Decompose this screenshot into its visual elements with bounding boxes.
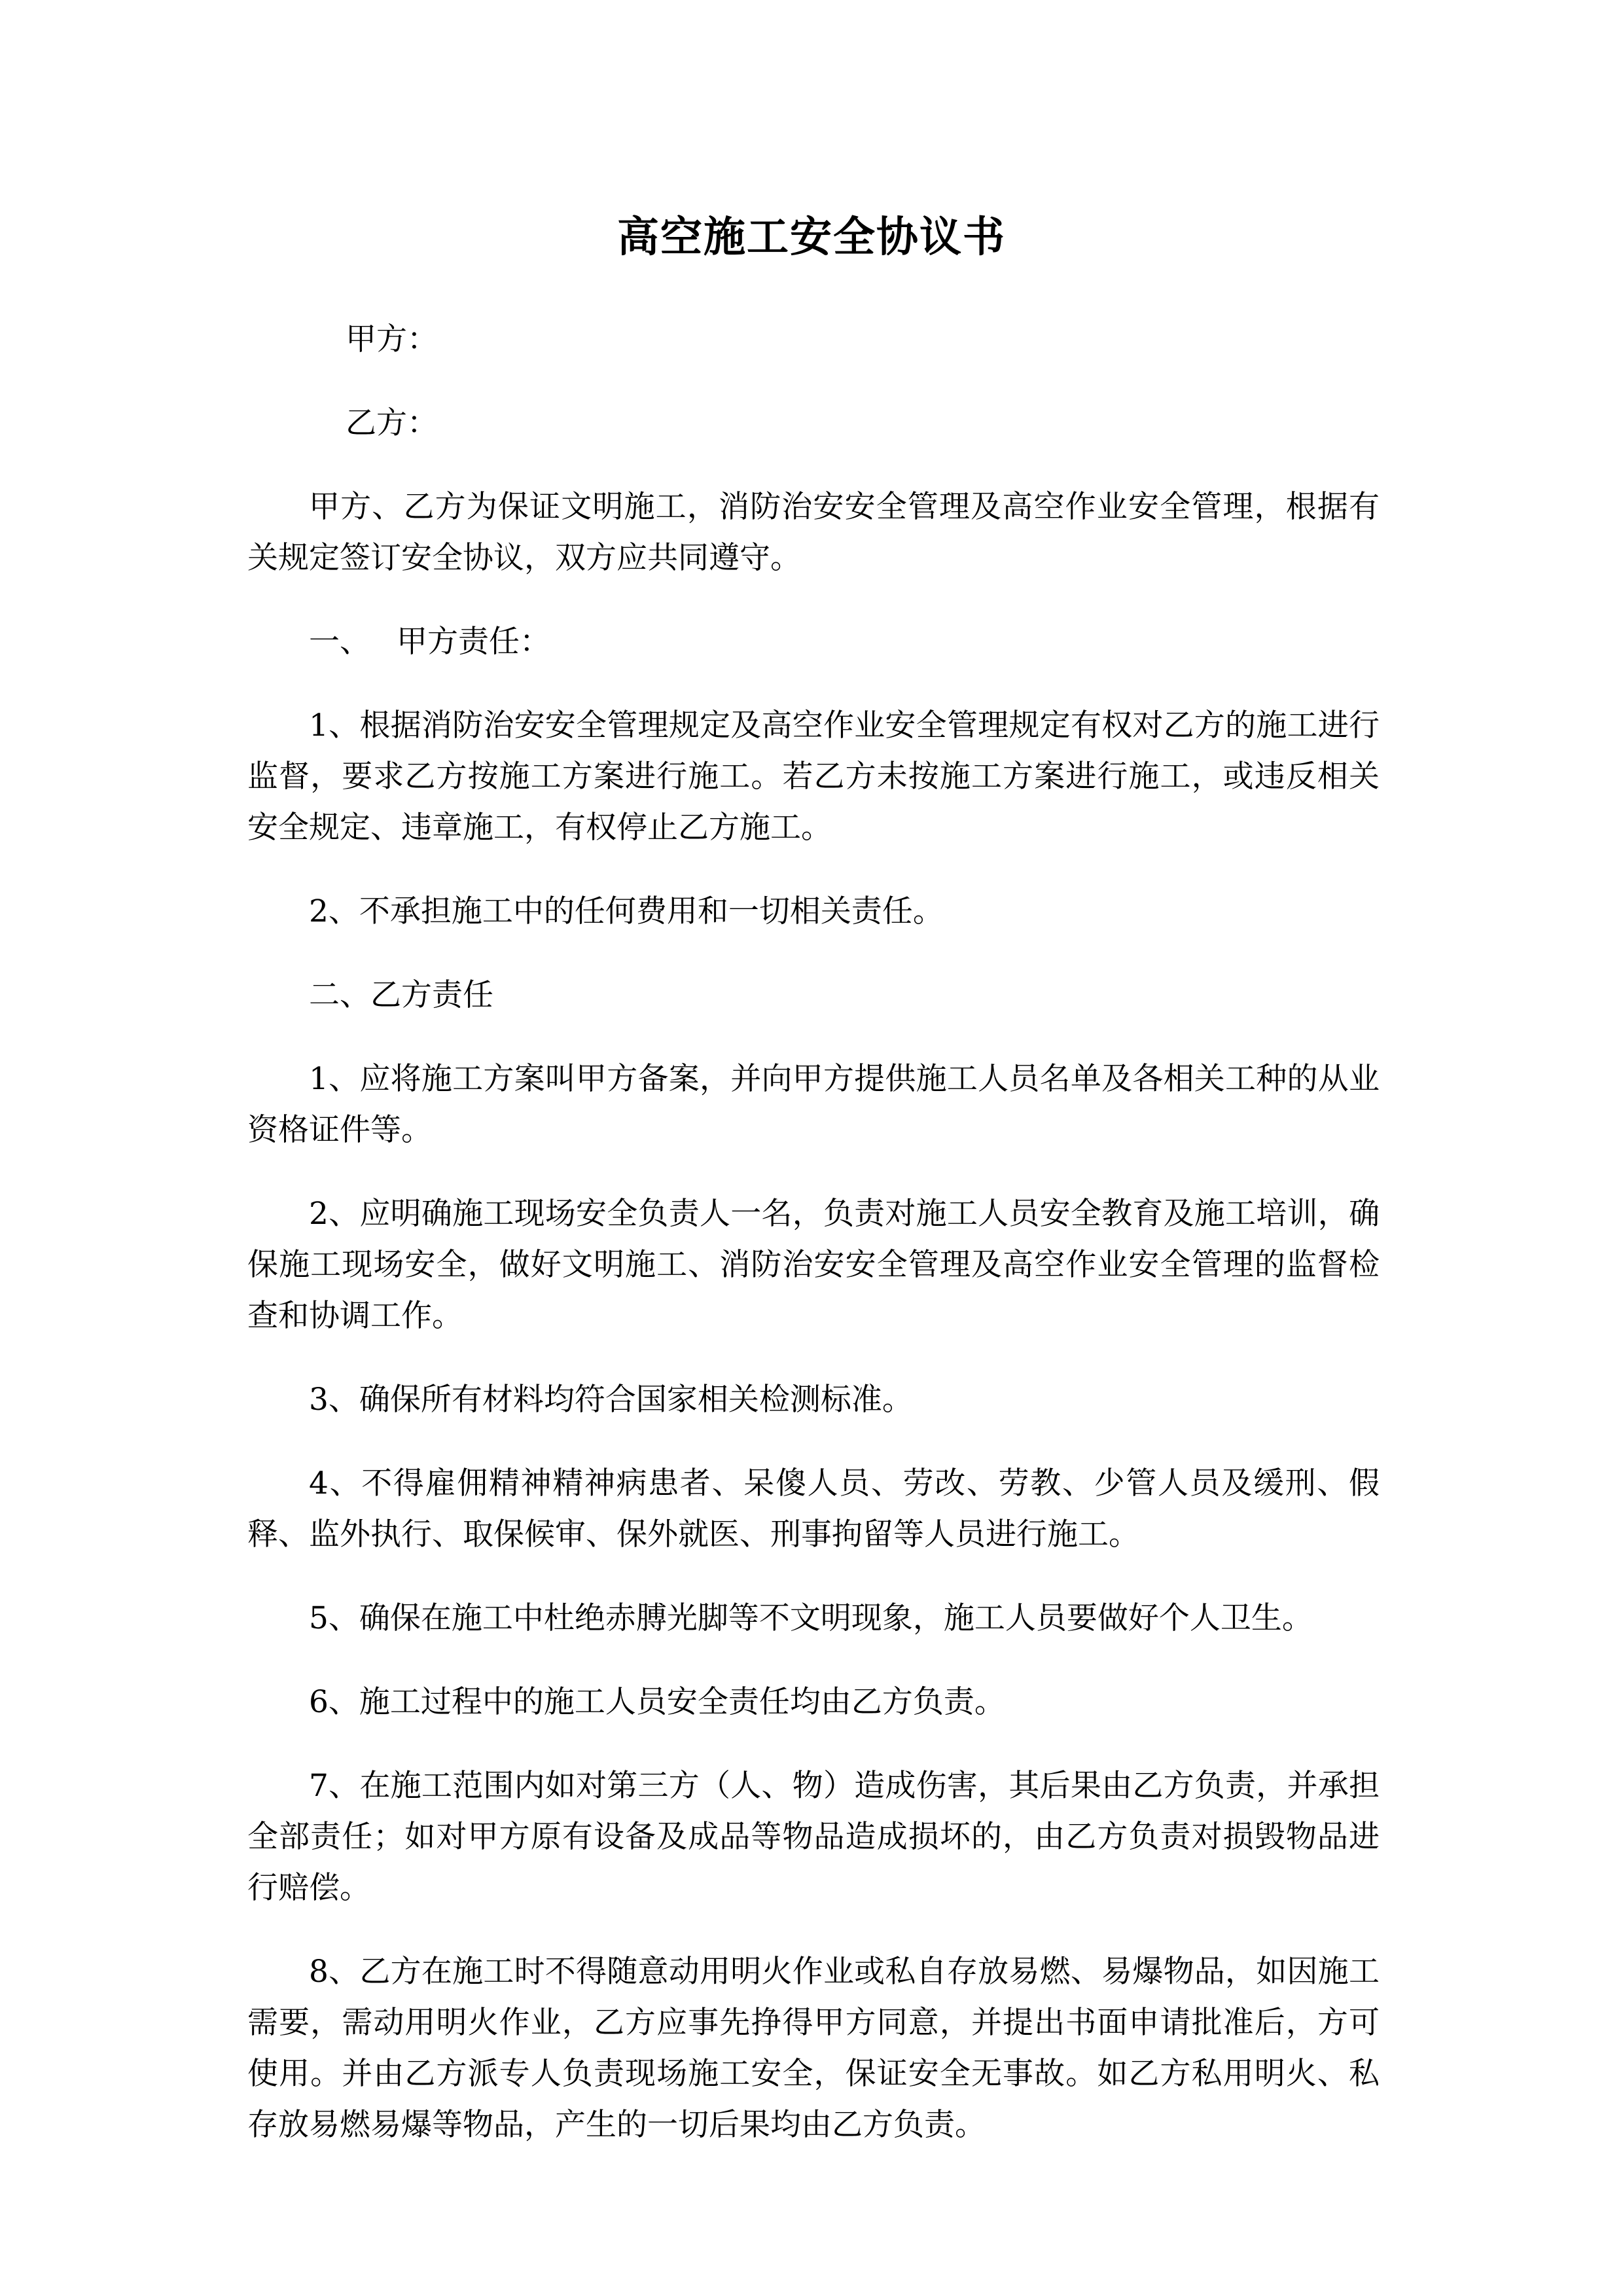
section-2-item-6: 6、施工过程中的施工人员安全责任均由乙方负责。 <box>309 1684 1005 1720</box>
section-1-title: 甲方责任： <box>397 624 550 660</box>
document-body <box>247 314 1380 2183</box>
document-title: 高空施工安全协议书 <box>617 213 1006 262</box>
section-1-heading <box>247 617 1380 668</box>
section-2-item-8: 8、乙方在施工时不得随意动用明火作业或私自存放易燃、易爆物品，如因施工需要，需动用明火作业，乙方应事先挣得甲方同意，并提出书面申请批准后，方可使用。并由乙方派专人负责现场施工安全，保证安全无事故。如乙方私用明火、私存放易燃易爆等物品，产生的一切后果均由乙方负责。 <box>247 1954 1380 2143</box>
section-1-item-1: 1、根据消防治安安全管理规定及高空作业安全管理规定有权对乙方的施工进行监督，要求乙方按施工方案进行施工。若乙方未按施工方案进行施工，或违反相关安全规定、违章施工，有权停止乙方施工。 <box>247 708 1380 846</box>
section-2-item-7: 7、在施工范围内如对第三方（人、物）造成伤害，其后果由乙方负责，并承担全部责任；如对甲方原有设备及成品等物品造成损坏的，由乙方负责对损毁物品进行赔偿。 <box>247 1768 1380 1906</box>
section-2-item-3: 3、确保所有材料均符合国家相关检测标准。 <box>309 1382 913 1418</box>
section-1-number: 一、 <box>309 624 370 660</box>
section-2-item-1: 1、应将施工方案叫甲方备案，并向甲方提供施工人员名单及各相关工种的从业资格证件等。 <box>247 1061 1380 1148</box>
section-1-item-2: 2、不承担施工中的任何费用和一切相关责任。 <box>309 893 944 929</box>
section-2-item-2: 2、应明确施工现场安全负责人一名，负责对施工人员安全教育及施工培训，确保施工现场安全，做好文明施工、消防治安安全管理及高空作业安全管理的监督检查和协调工作。 <box>247 1196 1380 1334</box>
intro-paragraph: 甲方、乙方为保证文明施工，消防治安安全管理及高空作业安全管理，根据有关规定签订安全协议，双方应共同遵守。 <box>247 489 1380 576</box>
party-a-label: 甲方： <box>346 321 438 357</box>
party-b-label: 乙方： <box>346 405 438 441</box>
section-2-item-4: 4、不得雇佣精神精神病患者、呆傻人员、劳改、劳教、少管人员及缓刑、假释、监外执行、取保候审、保外就医、刑事拘留等人员进行施工。 <box>247 1465 1380 1552</box>
section-2-item-5: 5、确保在施工中杜绝赤膊光脚等不文明现象，施工人员要做好个人卫生。 <box>309 1600 1313 1636</box>
section-2-heading: 二、乙方责任 <box>309 977 493 1013</box>
